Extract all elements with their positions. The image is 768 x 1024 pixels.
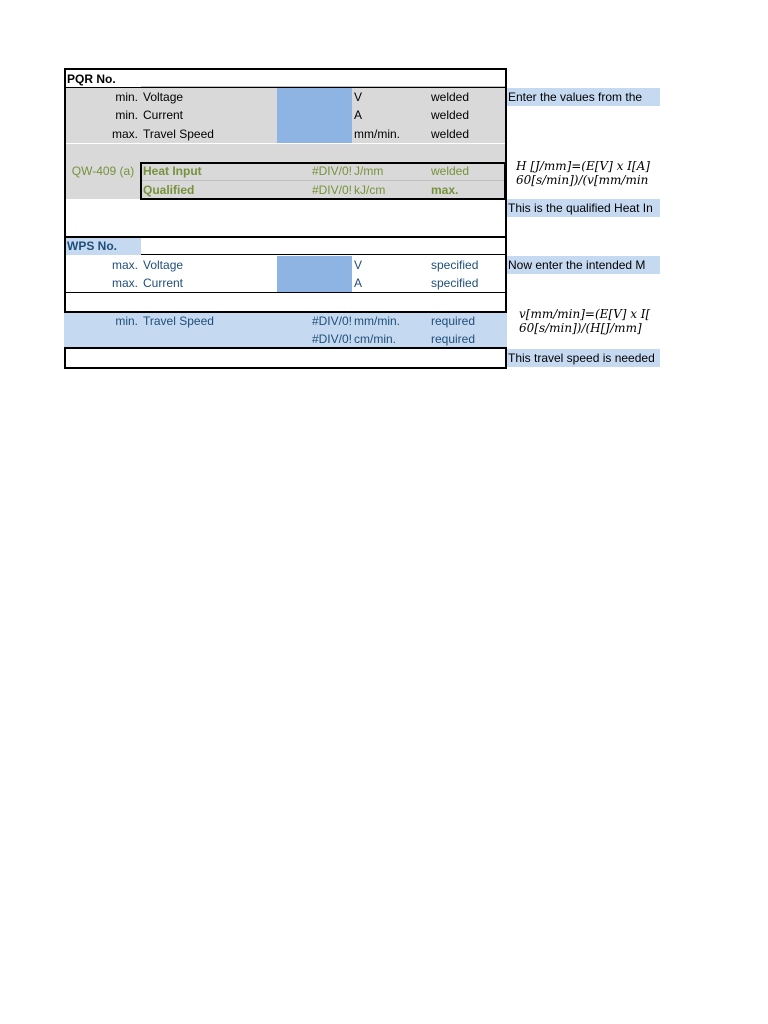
travel-row-value: #DIV/0!	[311, 332, 352, 346]
heat-row-unit: kJ/cm	[354, 183, 386, 197]
heat-row-value: #DIV/0!	[311, 164, 352, 178]
wps-row-unit: A	[354, 276, 363, 290]
max-voltage-input[interactable]	[277, 256, 352, 274]
travel-row-unit: mm/min.	[354, 314, 400, 328]
travel-row-value: #DIV/0!	[311, 314, 352, 328]
max-current-input[interactable]	[277, 274, 352, 292]
pqr-label: PQR No.	[67, 72, 116, 86]
wps-divider	[66, 292, 505, 293]
pqr-number-input[interactable]	[141, 70, 505, 87]
wps-row-param: Current	[143, 276, 184, 290]
travel-formula-line1: v[mm/min]=(E[V] x I[	[519, 307, 651, 321]
heat-note: This is the qualified Heat In	[507, 199, 660, 217]
heat-row-value: #DIV/0!	[311, 183, 352, 197]
min-voltage-input[interactable]	[277, 88, 352, 106]
heat-row-param: Heat Input	[143, 164, 202, 178]
wps-note: Now enter the intended M	[507, 256, 660, 274]
pqr-row-unit: mm/min.	[354, 127, 400, 141]
heat-formula-line1: H [J/mm]=(E[V] x I[A]	[516, 159, 650, 173]
heat-row-status: max.	[431, 183, 459, 197]
pqr-note: Enter the values from the	[507, 88, 660, 106]
wps-row-unit: V	[354, 258, 363, 272]
travel-qual: min.	[115, 314, 138, 328]
pqr-row-param: Travel Speed	[143, 127, 214, 141]
pqr-row-param: Current	[143, 108, 184, 122]
travel-param: Travel Speed	[143, 314, 214, 328]
pqr-row-qual: max.	[111, 127, 138, 141]
wps-row-param: Voltage	[143, 258, 184, 272]
wps-number-input[interactable]	[141, 238, 505, 255]
heat-row-unit: J/mm	[354, 164, 384, 178]
pqr-row-param: Voltage	[143, 90, 184, 104]
travel-note: This travel speed is needed	[507, 349, 660, 367]
travel-row-status: required	[431, 332, 476, 346]
wps-row-qual: max.	[111, 276, 138, 290]
pqr-row-unit: A	[354, 108, 363, 122]
pqr-row-qual: min.	[115, 108, 138, 122]
wps-row-qual: max.	[111, 258, 138, 272]
heat-row-param: Qualified	[143, 183, 195, 197]
pqr-row-unit: V	[354, 90, 363, 104]
pqr-row-status: welded	[431, 127, 470, 141]
travel-formula-line2: 60[s/min])/(H[J/mm]	[519, 321, 642, 335]
max-travel-speed-input[interactable]	[277, 125, 352, 143]
wps-row-status: specified	[431, 258, 479, 272]
min-current-input[interactable]	[277, 106, 352, 124]
pqr-row-qual: min.	[115, 90, 138, 104]
heat-formula-line2: 60[s/min])/(v[mm/min	[516, 173, 649, 187]
heat-row-status: welded	[431, 164, 470, 178]
pqr-row-status: welded	[431, 108, 470, 122]
wps-row-status: specified	[431, 276, 479, 290]
wps-label: WPS No.	[67, 239, 117, 253]
qw-code: QW-409 (a)	[71, 164, 135, 178]
pqr-row-status: welded	[431, 90, 470, 104]
travel-row-unit: cm/min.	[354, 332, 396, 346]
travel-row-status: required	[431, 314, 476, 328]
